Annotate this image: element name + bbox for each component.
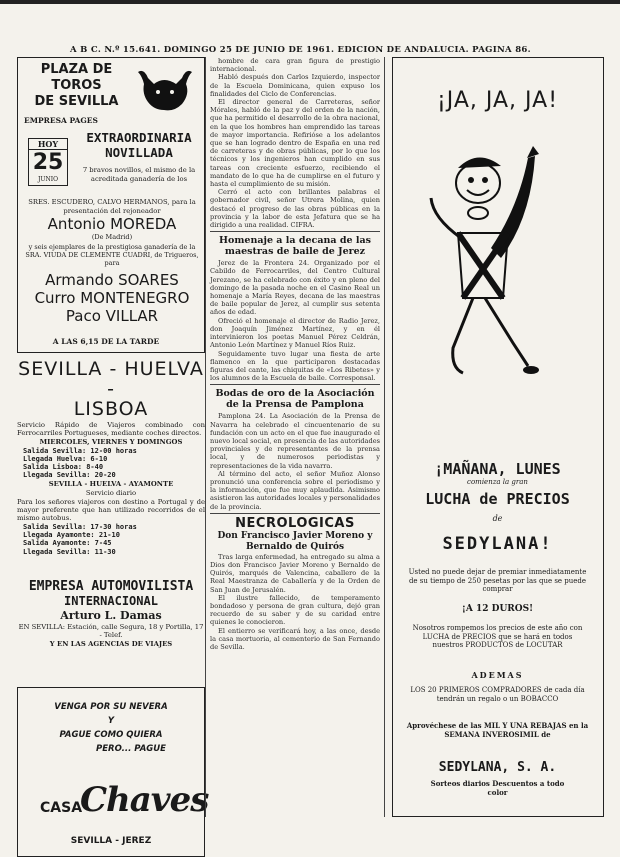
auto-line-5: Y EN LAS AGENCIAS DE VIAJES xyxy=(49,639,173,648)
schedule-7: Salida Ayamonte: 7-45 xyxy=(23,539,112,548)
doce-duros: ¡A 12 DUROS! xyxy=(461,604,534,614)
news-p7: Pamplona 24. La Asociación de la Prensa de Navarra ha celebrado el cincuentenario de su fundación con un acto en el que fue inaugurado el nuevo local social, en presencia de las autoridades provinciales y de representantes de la prensa local, y de numerosos periodistas y representaciones de la vida navarra. xyxy=(210,412,380,470)
schedule-2: Llegada Huelva: 6-10 xyxy=(23,454,108,463)
route-section-sub: Servicio diario xyxy=(85,488,137,497)
ranch-info xyxy=(24,198,200,325)
reses-text: SRES. ESCUDERO, CALVO HERMANOS, para la presentación del rejoneador xyxy=(28,198,196,215)
news-p0: hombre de cara gran figura de prestigio internacional. xyxy=(210,57,380,74)
schedule-6: Llegada Ayamonte: 21-10 xyxy=(23,530,120,539)
news-p5: Ofreció el homenaje el director de Radio Jerez, don Joaquín Jiménez Martínez, y en él intervinieron los poetas Manuel Pérez Celdrán, Antonio León Martínez y Manuel Ríos Ruiz. xyxy=(210,316,380,350)
ad-para-5: Sorteos diarios Descuentos a todo color xyxy=(430,779,565,797)
chaves-line-1: VENGA POR SU NEVERA xyxy=(54,702,168,712)
schedule-1: Salida Sevilla: 12-00 horas xyxy=(23,446,137,455)
headline-homenaje: Homenaje a la decana de las maestras de baile de Jerez xyxy=(219,235,371,258)
bullfight-ad xyxy=(17,57,205,353)
news-p11: El entierro se verificará hoy, a las once, desde la casa mortuoria, al cementerio de San Fernando de Sevilla. xyxy=(210,626,380,651)
top-rule xyxy=(0,0,620,4)
schedule-3: Salida Lisboa: 8-40 xyxy=(23,463,104,472)
cal-month: JUNIO xyxy=(37,176,58,183)
sedylana-firm: SEDYLANA, S. A. xyxy=(438,760,557,775)
chaves-line-4: PERO... PAGUE xyxy=(96,744,166,754)
auto-line-4: EN SEVILLA: Estación, calle Segura, 18 y Portilla, 17 - Telef. xyxy=(18,623,204,640)
news-p8: Al término del acto, el señor Muñoz Alonso pronunció una conferencia sobre el periodismo y la información, que fue muy aplaudida. Asimismo asistieron las autoridades locales y personalidades de la provincia. xyxy=(210,469,380,511)
plaza-title-2: DE SEVILLA xyxy=(34,94,119,109)
news-column xyxy=(205,57,385,817)
sedylana-headline: SEDYLANA! xyxy=(442,534,553,554)
news-p10: El ilustre fallecido, de temperamento bondadoso y persona de gran cultura, dejó gran recuerdo de su saber y de su caridad entre quienes le conocieron. xyxy=(210,593,380,627)
bus-service-ad xyxy=(17,359,205,556)
event-title xyxy=(80,130,198,160)
ad-para-1: Usted no puede dejar de premiar inmediatamente de su tiempo de 250 pesetas por las que se puede comprar xyxy=(408,568,587,594)
de-text: de xyxy=(492,514,503,523)
bulls-description: 7 bravos novillos, el mismo de la acreditada ganadería de los xyxy=(82,166,196,183)
news-p9: Tras larga enfermedad, ha entregado su alma a Dios don Francisco Javier Moreno y Bernaldo de Quirós, marqués de Valencina, caballero de la Real Maestranza de Caballería y de la Orden de San Juan de Jerusalén. xyxy=(210,552,380,594)
chaves-cities: SEVILLA - JEREZ xyxy=(70,836,152,846)
ad-para-3: LOS 20 PRIMEROS COMPRADORES de cada día tendrán un regalo o un BOBACCO xyxy=(410,686,585,703)
lucha-headline: LUCHA de PRECIOS xyxy=(425,490,570,508)
left-column xyxy=(17,57,209,846)
news-p4: Jerez de la Frontera 24. Organizado por el Cabildo de Ferrocarriles, del Centro Cultural Jerezano, se ha celebrado con éxito y en pleno del domingo de la pasada noche en el Casino Real un homenaje a María Reyes, decana de las maestras de baile popular de Jerez, al cumplir sus setenta años de edad. xyxy=(210,259,380,317)
route-days: MIERCOLES, VIERNES Y DOMINGOS xyxy=(39,437,183,446)
plaza-empresa: EMPRESA PAGES xyxy=(24,116,98,125)
rejoneador-origin: (De Madrid) xyxy=(91,233,133,241)
divider xyxy=(210,513,380,514)
divider xyxy=(210,384,380,385)
extra-line-2: NOVILLADA xyxy=(105,145,173,160)
chaves-line-2: Y xyxy=(107,716,115,726)
event-time: A LAS 6,15 DE LA TARDE xyxy=(52,337,160,346)
automovilista-ad xyxy=(17,579,205,649)
route-note: Para los señores viajeros con destino a Portugal y de mayor preferente que han utilizado recorridos de el mismo autobus. xyxy=(17,497,205,523)
schedule-8: Llegada Sevilla: 11-30 xyxy=(23,547,116,556)
empieza-text: comienza la gran xyxy=(467,478,528,486)
cal-day: 25 xyxy=(32,150,64,175)
news-p6: Seguidamente tuvo lugar una fiesta de arte flamenco en la que participaron destacadas figuras del cante, las chiquitas de «Los Ribetes» y los alumnos de la Escuela de baile. Corresponsal. xyxy=(210,349,380,383)
date-calendar xyxy=(28,138,68,186)
route-title-1: SEVILLA - HUELVA - xyxy=(18,358,204,400)
news-p2: El director general de Carreteras, señor Mórales, habló de la paz y del orden de la nación, que ha permitido el desarrollo de la obra nacional, en la que los hombres han emprendido las tareas de mayor importancia. Refirióse a los adelantos que se han logrado dentro de España en una red de carreteras y de obras públicas, por lo que los técnicos y los ingenieros han cumplido en sus tareas con creciente esfuerzo, recibiendo el mandato de lo que ha de cumplirse en el futuro y hasta el cumplimiento de su misión. xyxy=(210,98,380,189)
obituary-name: Don Francisco Javier Moreno y Bernaldo de Quirós xyxy=(217,530,373,552)
chaves-line-3: PAGUE COMO QUIERA xyxy=(59,730,163,740)
schedule-5: Salida Sevilla: 17-30 horas xyxy=(23,522,137,531)
news-p1: Habló después don Carlos Izquierdo, inspector de la Escuela Dominicana, quien expuso los finalidades del Ciclo de Conferencias. xyxy=(210,73,380,98)
divider xyxy=(210,231,380,232)
ad-para-2: Nosotros rompemos los precios de este año con LUCHA de PRECIOS que se hará en todos nuestros PRODUCTOS de LOCUTAR xyxy=(412,624,583,650)
extra-line-1: EXTRAORDINARIA xyxy=(86,130,192,145)
auto-line-1: EMPRESA AUTOMOVILISTA xyxy=(28,579,194,594)
manana-headline: ¡MAÑANA, LUNES xyxy=(434,460,561,478)
chaves-brand: Chaves xyxy=(80,780,209,820)
schedule-4: Llegada Sevilla: 20-20 xyxy=(23,471,116,480)
ademas-label: ADEMAS xyxy=(471,670,524,680)
ad-para-4: Aprovéchese de las MIL Y UNA REBAJAS en la SEMANA INVEROSIMIL de xyxy=(406,721,589,739)
torero-3: Paco VILLAR xyxy=(65,307,159,325)
second-ranch: y seis ejemplares de la prestigiosa ganadería de la SRA. VIUDA DE CLEMENTE CUADRI, de Trigueros, para xyxy=(25,243,199,267)
chaves-ad xyxy=(17,687,209,857)
page-header: A B C. N.º 15.641. DOMINGO 25 DE JUNIO DE 1961. EDICION DE ANDALUCIA. PAGINA 86. xyxy=(70,45,531,55)
headline-necrologicas: NECROLOGICAS xyxy=(235,515,355,531)
route-section: SEVILLA - HUELVA - AYAMONTE xyxy=(48,479,174,488)
auto-line-3: Arturo L. Damas xyxy=(60,609,162,622)
torero-2: Curro MONTENEGRO xyxy=(34,289,190,307)
route-intro: Servicio Rápido de Viajeros combinado con Ferrocarriles Portugueses, mediante coches directos. xyxy=(17,421,205,438)
headline-bodas: Bodas de oro de la Asociación de la Prensa de Pamplona xyxy=(215,388,375,411)
bull-head-icon xyxy=(134,66,196,114)
chaves-casa: CASA xyxy=(40,800,83,816)
clown-illustration xyxy=(423,138,573,388)
auto-line-2: INTERNACIONAL xyxy=(64,594,158,608)
rejoneador-name: Antonio MOREDA xyxy=(47,215,177,233)
torero-1: Armando SOARES xyxy=(45,271,179,289)
jaja-headline: ¡JA, JA, JA! xyxy=(436,88,559,113)
sedylana-ad xyxy=(392,57,604,817)
news-p3: Cerró el acto con brillantes palabras el gobernador civil, señor Utrera Molina, quien destacó el progreso de las obras públicas en la provincia y la labor de esta Jefatura que se ha dirigido a una realidad. CIFRA. xyxy=(210,188,380,230)
plaza-title-1: PLAZA DE TOROS xyxy=(40,62,113,93)
cal-hoy: HOY xyxy=(29,139,67,150)
route-title-2: LISBOA xyxy=(73,398,149,420)
